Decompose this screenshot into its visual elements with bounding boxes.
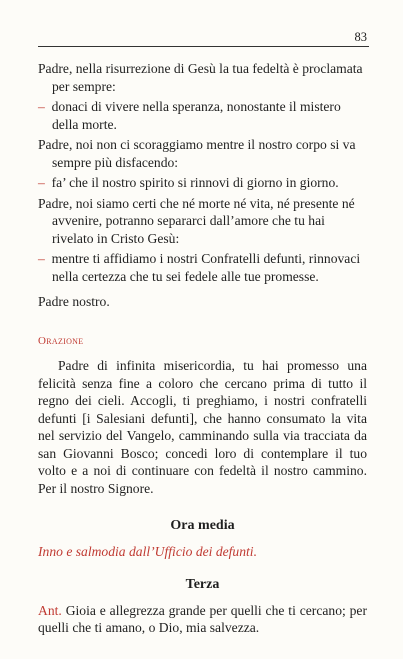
subsection-heading: Terza — [185, 577, 220, 592]
antiphon — [38, 602, 367, 637]
response-text: mentre ti affidiamo i nostri Confratelli defunti, rinnovaci nella certezza che tu sei fedele alle tue promesse. — [51, 251, 361, 284]
antiphon-text: Gioia e allegrezza grande per quelli che ti cercano; per quelli che ti amano, o Dio, mia salvezza. — [38, 602, 367, 635]
response-text: donaci di vivere nella speranza, nonostante il mistero della morte. — [51, 99, 341, 132]
response-dash: – — [38, 99, 45, 114]
intercession-response-1 — [38, 98, 367, 133]
antiphon-label: Ant. — [38, 602, 62, 618]
page-content — [38, 60, 367, 637]
response-text: fa’ che il nostro spirito si rinnovi di giorno in giorno. — [51, 175, 339, 190]
oration-text: Padre di infinita misericordia, tu hai promesso una felicità senza fine a coloro che cercano prima di tutto il regno dei cieli. Accogli, ti preghiamo, i nostri confratelli defunti [i Salesiani defunti], che hanno consumato la vita nel servizio del Vangelo, camminando sulla via tracciata da san Giovanni Bosco; concedi loro di contemplare il tuo volto e a noi di continuare con fedeltà il nostro cammino. Per il nostro Signore. — [38, 358, 367, 496]
intercession-response-2 — [38, 174, 367, 192]
oration-label: Orazione — [38, 334, 84, 347]
section-heading: Ora media — [170, 518, 235, 533]
intercession-invocation-3: Padre, noi siamo certi che né morte né vita, né presente né avvenire, potranno separarci dall’amore che tu hai rivelato in Cristo Gesù: — [38, 195, 355, 246]
response-dash: – — [38, 175, 45, 190]
rubric: Inno e salmodia dall’Ufficio dei defunti. — [38, 543, 257, 559]
page-number: 83 — [354, 30, 367, 44]
header-rule — [38, 46, 369, 47]
response-dash: – — [38, 251, 45, 266]
intercession-invocation-1: Padre, nella risurrezione di Gesù la tua fedeltà è proclamata per sempre: — [38, 61, 363, 94]
intercession-invocation-2: Padre, noi non ci scoraggiamo mentre il nostro corpo si va sempre più disfacendo: — [38, 137, 356, 170]
closing-prayer: Padre nostro. — [38, 294, 110, 309]
intercession-response-3 — [38, 250, 367, 285]
